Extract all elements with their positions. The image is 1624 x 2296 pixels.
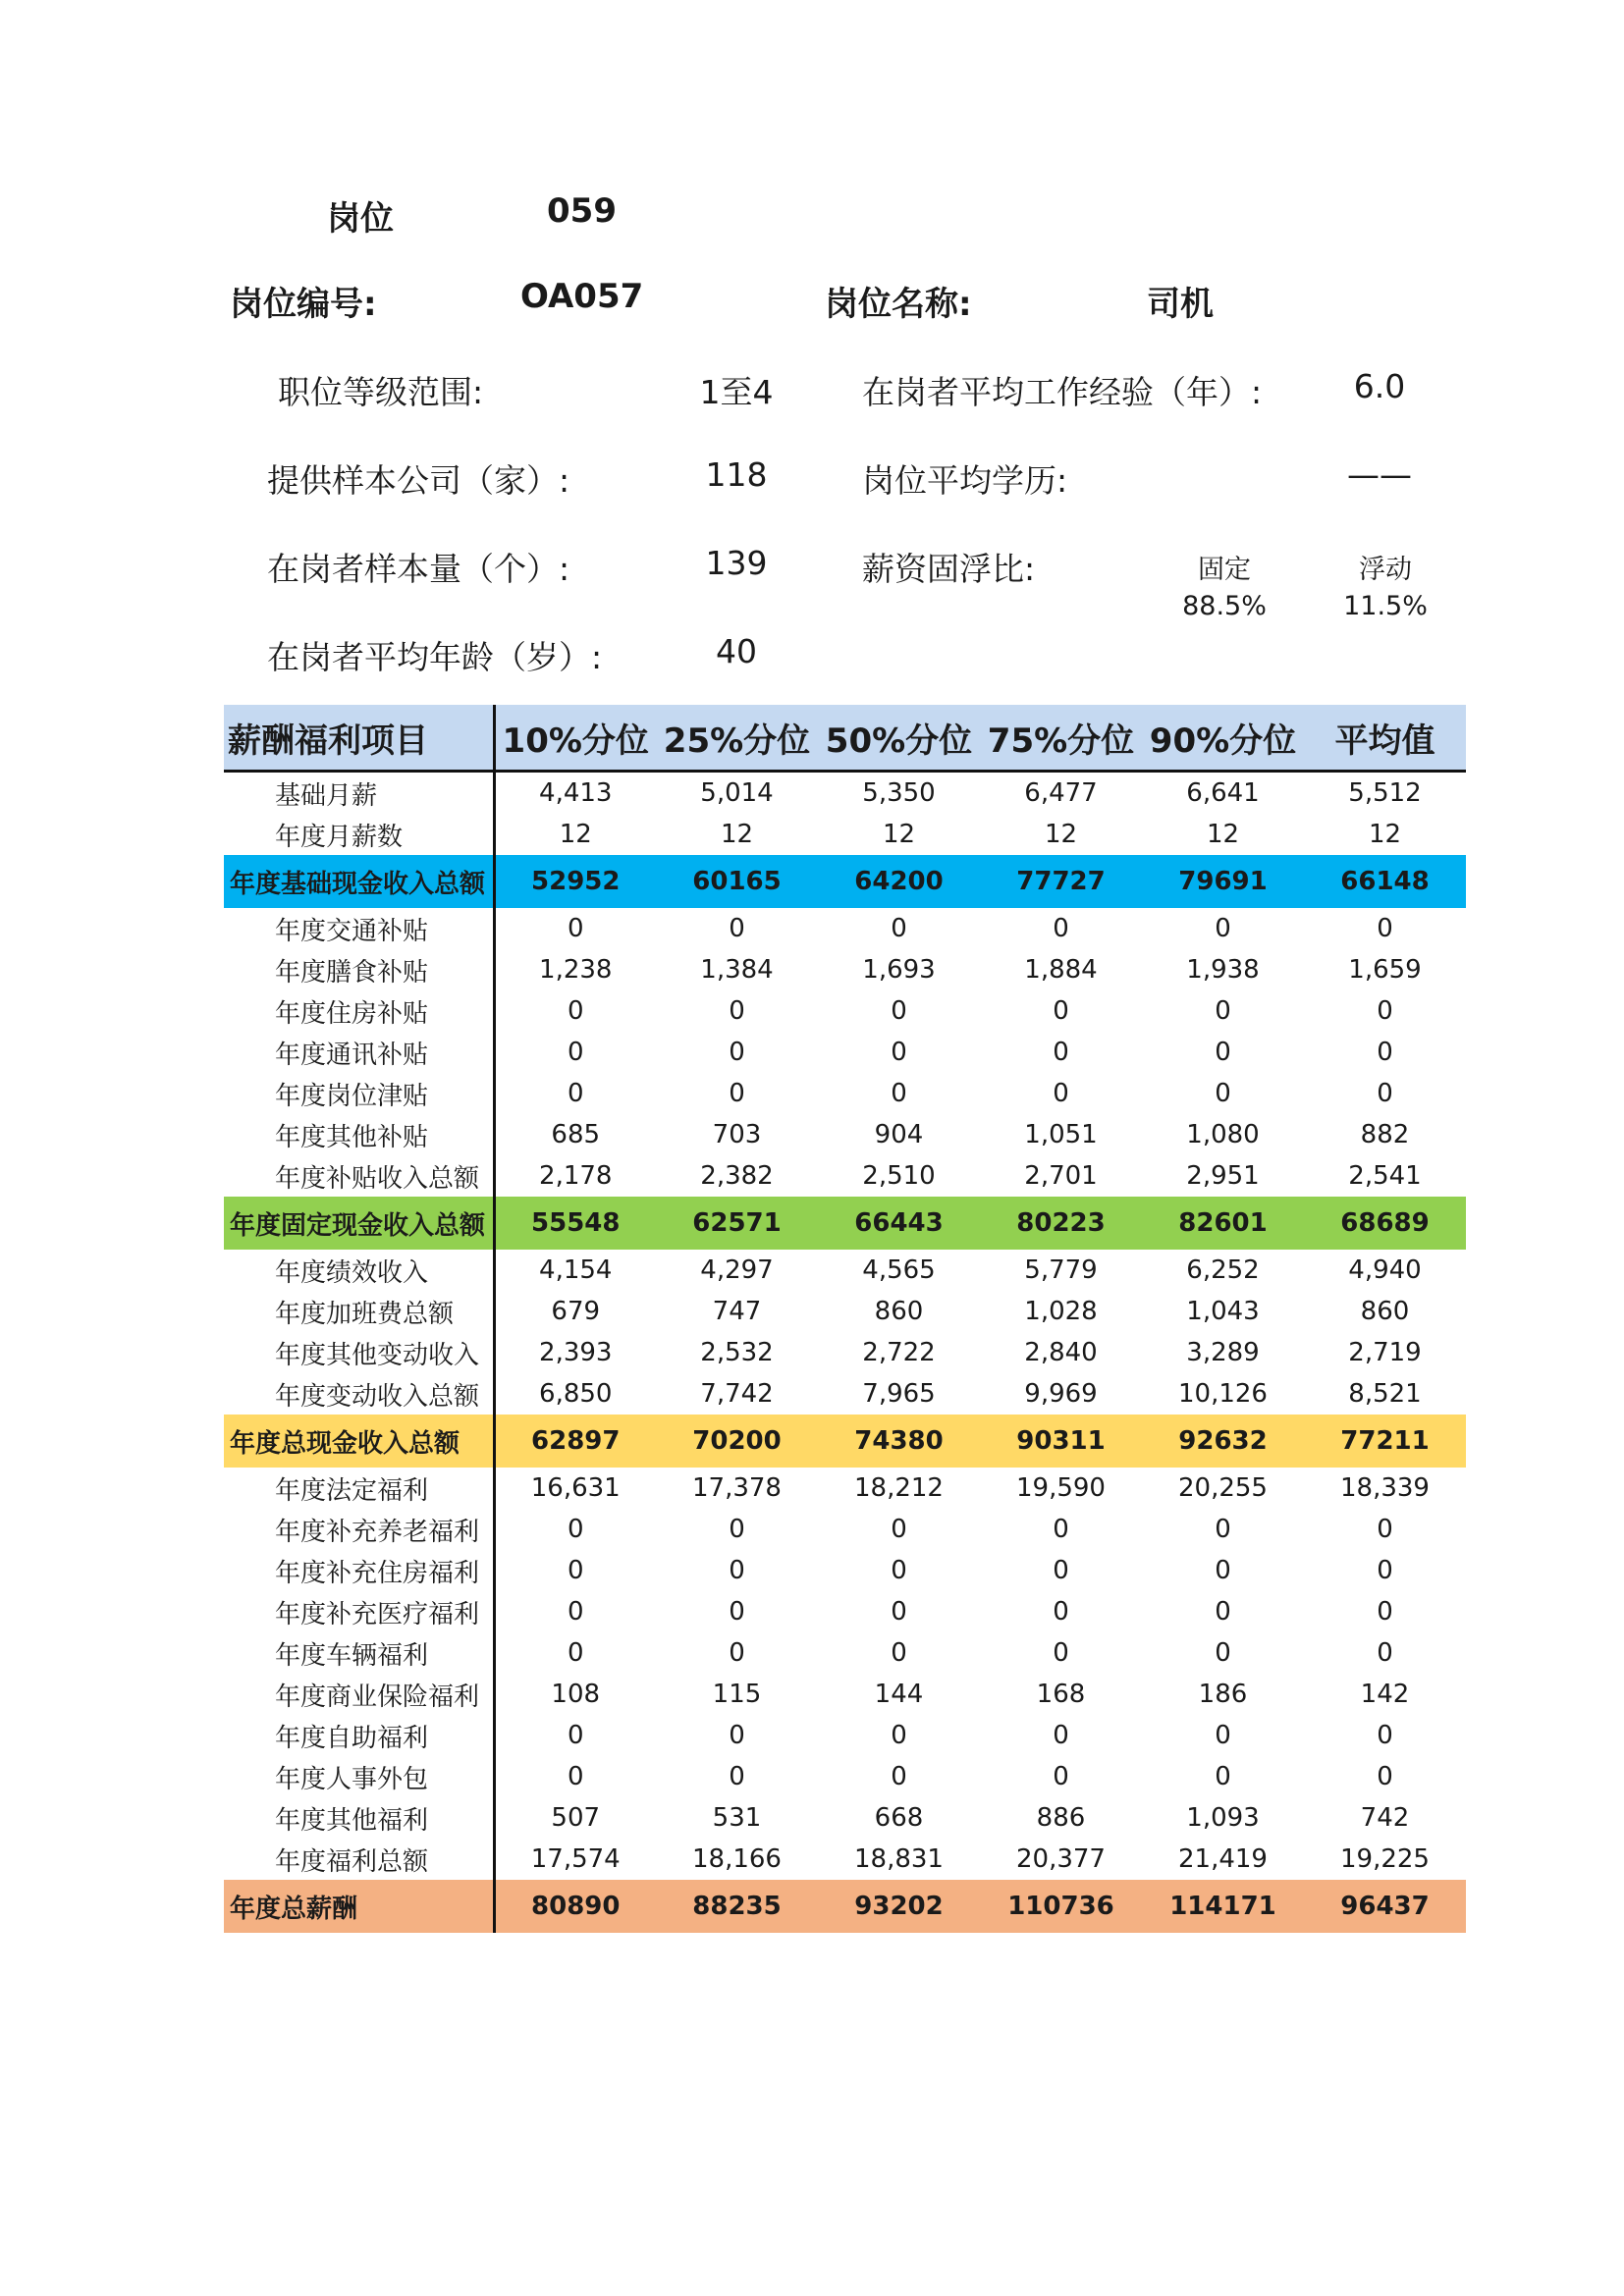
row-label: 年度补贴收入总额 (224, 1155, 494, 1197)
row-value: 18,831 (854, 1844, 944, 1874)
position-code-value: OA057 (520, 277, 644, 316)
row-label: 年度交通补贴 (224, 908, 494, 949)
row-value: 0 (729, 1762, 745, 1791)
education-label: 岗位平均学历: (862, 461, 1068, 500)
table-row (224, 1632, 1466, 1674)
table-row (224, 814, 1466, 855)
row-value: 1,938 (1186, 955, 1260, 985)
row-value: 16,631 (530, 1473, 621, 1503)
row-value: 742 (1360, 1803, 1410, 1833)
row-value: 0 (1215, 1721, 1231, 1750)
table-row (224, 1291, 1466, 1332)
summary-row (224, 855, 1466, 908)
work-experience-value: 6.0 (1353, 367, 1406, 405)
row-value: 0 (1215, 1597, 1231, 1627)
row-value: 2,541 (1348, 1161, 1422, 1191)
row-label: 年度补充养老福利 (224, 1509, 494, 1550)
row-value: 531 (712, 1803, 762, 1833)
table-row (224, 1114, 1466, 1155)
row-value: 1,080 (1186, 1120, 1260, 1149)
pay-ratio-label: 薪资固浮比: (862, 550, 1036, 588)
row-value: 0 (1215, 996, 1231, 1026)
row-value: 2,719 (1348, 1338, 1422, 1367)
row-value: 1,384 (700, 955, 774, 985)
table-row (224, 1591, 1466, 1632)
row-value: 70200 (656, 1415, 818, 1468)
row-value: 2,701 (1024, 1161, 1098, 1191)
sample-size-value: 139 (705, 544, 768, 582)
grade-range-value: 1至4 (699, 373, 774, 411)
summary-row (224, 1197, 1466, 1250)
row-value: 0 (1215, 1038, 1231, 1067)
row-value: 0 (567, 1038, 584, 1067)
row-value: 0 (567, 1638, 584, 1668)
row-value: 7,965 (862, 1379, 936, 1409)
row-value: 0 (729, 1721, 745, 1750)
fixed-pay-label: 固定 (1198, 555, 1251, 585)
row-value: 507 (551, 1803, 601, 1833)
row-value: 0 (891, 1515, 907, 1544)
row-value: 21,419 (1178, 1844, 1268, 1874)
table-header-row (224, 705, 1466, 772)
row-value: 79691 (1142, 855, 1304, 908)
header-p25: 25%分位 (656, 705, 818, 772)
row-value: 1,238 (539, 955, 613, 985)
row-value: 18,339 (1340, 1473, 1430, 1503)
row-value: 0 (891, 1556, 907, 1585)
row-value: 886 (1036, 1803, 1086, 1833)
row-value: 66148 (1304, 855, 1466, 908)
row-label: 年度基础现金收入总额 (224, 855, 494, 908)
row-value: 88235 (656, 1880, 818, 1933)
row-label: 年度总薪酬 (224, 1880, 494, 1933)
row-value: 1,884 (1024, 955, 1098, 985)
position-code-label: 岗位编号: (230, 285, 377, 324)
average-age-value: 40 (716, 632, 757, 670)
row-value: 2,951 (1186, 1161, 1260, 1191)
row-label: 年度膳食补贴 (224, 949, 494, 990)
row-value: 0 (1053, 1038, 1069, 1067)
row-value: 0 (1053, 1515, 1069, 1544)
row-value: 17,378 (692, 1473, 782, 1503)
summary-row (224, 1415, 1466, 1468)
row-value: 2,393 (539, 1338, 613, 1367)
row-value: 108 (551, 1680, 601, 1709)
row-label: 年度其他补贴 (224, 1114, 494, 1155)
row-value: 9,969 (1024, 1379, 1098, 1409)
row-value: 3,289 (1186, 1338, 1260, 1367)
row-value: 0 (1215, 1638, 1231, 1668)
row-value: 1,028 (1024, 1297, 1098, 1326)
row-value: 747 (712, 1297, 762, 1326)
row-value: 6,252 (1186, 1255, 1260, 1285)
row-value: 2,510 (862, 1161, 936, 1191)
row-value: 19,225 (1340, 1844, 1430, 1874)
row-value: 0 (567, 996, 584, 1026)
table-row (224, 1674, 1466, 1715)
row-label: 年度总现金收入总额 (224, 1415, 494, 1468)
row-value: 0 (567, 1762, 584, 1791)
row-value: 80223 (980, 1197, 1142, 1250)
row-value: 0 (729, 996, 745, 1026)
row-value: 6,641 (1186, 778, 1260, 808)
table-row (224, 949, 1466, 990)
row-value: 1,051 (1024, 1120, 1098, 1149)
row-label: 年度商业保险福利 (224, 1674, 494, 1715)
sample-companies-value: 118 (705, 455, 768, 494)
table-row (224, 1155, 1466, 1197)
row-value: 904 (874, 1120, 924, 1149)
row-value: 6,477 (1024, 778, 1098, 808)
header-item: 薪酬福利项目 (224, 705, 494, 772)
row-label: 年度车辆福利 (224, 1632, 494, 1674)
row-label: 年度其他变动收入 (224, 1332, 494, 1373)
row-label: 年度补充医疗福利 (224, 1591, 494, 1632)
row-value: 4,154 (539, 1255, 613, 1285)
fixed-pay-value: 88.5% (1182, 591, 1267, 621)
row-value: 12 (720, 820, 754, 849)
position-name-value: 司机 (1147, 285, 1214, 324)
row-label: 年度其他福利 (224, 1797, 494, 1839)
row-value: 0 (729, 1079, 745, 1108)
row-value: 0 (1377, 1597, 1393, 1627)
row-value: 4,413 (539, 778, 613, 808)
salary-table (224, 705, 1466, 1933)
row-value: 0 (1053, 1079, 1069, 1108)
grade-range-label: 职位等级范围: (278, 373, 484, 411)
row-value: 0 (729, 1515, 745, 1544)
row-value: 0 (1053, 1721, 1069, 1750)
table-row (224, 1468, 1466, 1509)
header-p10: 10%分位 (494, 705, 656, 772)
row-value: 18,212 (854, 1473, 944, 1503)
header-average: 平均值 (1304, 705, 1466, 772)
row-value: 860 (874, 1297, 924, 1326)
row-value: 0 (891, 1079, 907, 1108)
header-p90: 90%分位 (1142, 705, 1304, 772)
row-value: 1,043 (1186, 1297, 1260, 1326)
row-value: 5,512 (1348, 778, 1422, 808)
row-value: 0 (891, 1762, 907, 1791)
row-value: 0 (1215, 1515, 1231, 1544)
table-body (224, 772, 1466, 1934)
row-value: 60165 (656, 855, 818, 908)
row-value: 1,093 (1186, 1803, 1260, 1833)
row-value: 0 (1053, 1597, 1069, 1627)
row-value: 0 (1215, 1556, 1231, 1585)
row-value: 0 (729, 1556, 745, 1585)
row-label: 年度绩效收入 (224, 1250, 494, 1291)
row-value: 20,377 (1016, 1844, 1106, 1874)
row-value: 0 (891, 1638, 907, 1668)
row-value: 882 (1360, 1120, 1410, 1149)
row-value: 2,178 (539, 1161, 613, 1191)
row-label: 年度固定现金收入总额 (224, 1197, 494, 1250)
sample-size-label: 在岗者样本量（个）: (267, 550, 570, 588)
row-value: 0 (567, 1556, 584, 1585)
row-label: 年度自助福利 (224, 1715, 494, 1756)
row-label: 年度通讯补贴 (224, 1032, 494, 1073)
row-value: 96437 (1304, 1880, 1466, 1933)
row-value: 12 (1368, 820, 1402, 849)
sample-companies-label: 提供样本公司（家）: (267, 461, 570, 500)
row-value: 0 (1215, 1079, 1231, 1108)
row-value: 0 (729, 1638, 745, 1668)
row-value: 0 (567, 1721, 584, 1750)
row-value: 12 (882, 820, 916, 849)
average-age-label: 在岗者平均年龄（岁）: (267, 638, 603, 676)
row-value: 0 (729, 1597, 745, 1627)
row-value: 2,840 (1024, 1338, 1098, 1367)
work-experience-label: 在岗者平均工作经验（年）: (862, 373, 1263, 411)
row-value: 77211 (1304, 1415, 1466, 1468)
row-value: 5,779 (1024, 1255, 1098, 1285)
row-value: 2,532 (700, 1338, 774, 1367)
row-value: 0 (1053, 914, 1069, 943)
row-value: 0 (1053, 1638, 1069, 1668)
row-value: 0 (1377, 1038, 1393, 1067)
row-value: 1,659 (1348, 955, 1422, 985)
row-value: 18,166 (692, 1844, 782, 1874)
row-value: 93202 (818, 1880, 980, 1933)
header-p50: 50%分位 (818, 705, 980, 772)
header-p75: 75%分位 (980, 705, 1142, 772)
position-value: 059 (547, 191, 617, 231)
row-label: 年度加班费总额 (224, 1291, 494, 1332)
row-value: 66443 (818, 1197, 980, 1250)
row-value: 0 (891, 1038, 907, 1067)
row-value: 80890 (494, 1880, 656, 1933)
row-value: 1,693 (862, 955, 936, 985)
row-value: 77727 (980, 855, 1142, 908)
row-value: 186 (1198, 1680, 1248, 1709)
row-value: 0 (567, 1597, 584, 1627)
row-value: 144 (874, 1680, 924, 1709)
row-value: 668 (874, 1803, 924, 1833)
row-value: 62897 (494, 1415, 656, 1468)
row-value: 703 (712, 1120, 762, 1149)
row-value: 0 (1377, 1762, 1393, 1791)
row-value: 6,850 (539, 1379, 613, 1409)
table-row (224, 1073, 1466, 1114)
table-row (224, 1839, 1466, 1880)
row-value: 2,722 (862, 1338, 936, 1367)
row-value: 0 (567, 1079, 584, 1108)
position-label: 岗位 (327, 199, 394, 239)
table-row (224, 1032, 1466, 1073)
row-value: 68689 (1304, 1197, 1466, 1250)
table-row (224, 1797, 1466, 1839)
summary-row (224, 1880, 1466, 1933)
row-value: 0 (1377, 1515, 1393, 1544)
row-value: 0 (891, 914, 907, 943)
row-value: 52952 (494, 855, 656, 908)
row-value: 4,565 (862, 1255, 936, 1285)
row-value: 0 (1377, 1556, 1393, 1585)
table-row (224, 1332, 1466, 1373)
row-value: 7,742 (700, 1379, 774, 1409)
row-value: 168 (1036, 1680, 1086, 1709)
row-value: 0 (1377, 1721, 1393, 1750)
row-value: 0 (891, 996, 907, 1026)
row-value: 0 (1215, 1762, 1231, 1791)
table-row (224, 1550, 1466, 1591)
row-value: 110736 (980, 1880, 1142, 1933)
row-value: 82601 (1142, 1197, 1304, 1250)
table-row (224, 1373, 1466, 1415)
row-value: 0 (1053, 1556, 1069, 1585)
float-pay-label: 浮动 (1359, 555, 1412, 585)
row-value: 0 (1377, 1638, 1393, 1668)
table-row (224, 1250, 1466, 1291)
row-value: 0 (1377, 996, 1393, 1026)
row-value: 19,590 (1016, 1473, 1106, 1503)
row-label: 年度岗位津贴 (224, 1073, 494, 1114)
row-value: 90311 (980, 1415, 1142, 1468)
education-value: —— (1347, 455, 1412, 494)
row-value: 4,297 (700, 1255, 774, 1285)
row-value: 685 (551, 1120, 601, 1149)
row-value: 0 (729, 1038, 745, 1067)
table-row (224, 990, 1466, 1032)
row-label: 年度福利总额 (224, 1839, 494, 1880)
row-value: 0 (891, 1597, 907, 1627)
row-label: 年度月薪数 (224, 814, 494, 855)
row-value: 0 (567, 914, 584, 943)
row-value: 0 (891, 1721, 907, 1750)
row-value: 0 (729, 914, 745, 943)
table-row (224, 1509, 1466, 1550)
float-pay-value: 11.5% (1343, 591, 1428, 621)
row-value: 114171 (1142, 1880, 1304, 1933)
row-value: 679 (551, 1297, 601, 1326)
row-value: 2,382 (700, 1161, 774, 1191)
row-value: 12 (559, 820, 592, 849)
row-label: 年度变动收入总额 (224, 1373, 494, 1415)
row-label: 年度补充住房福利 (224, 1550, 494, 1591)
row-label: 年度人事外包 (224, 1756, 494, 1797)
row-value: 0 (1215, 914, 1231, 943)
row-label: 年度住房补贴 (224, 990, 494, 1032)
row-value: 10,126 (1178, 1379, 1268, 1409)
row-value: 0 (1053, 1762, 1069, 1791)
row-label: 基础月薪 (224, 772, 494, 815)
row-value: 0 (1377, 1079, 1393, 1108)
row-value: 92632 (1142, 1415, 1304, 1468)
row-value: 17,574 (530, 1844, 621, 1874)
row-value: 4,940 (1348, 1255, 1422, 1285)
row-value: 8,521 (1348, 1379, 1422, 1409)
row-value: 115 (712, 1680, 762, 1709)
row-value: 5,350 (862, 778, 936, 808)
table-row (224, 908, 1466, 949)
table-row (224, 1715, 1466, 1756)
position-name-label: 岗位名称: (825, 285, 972, 324)
row-value: 74380 (818, 1415, 980, 1468)
table-row (224, 772, 1466, 815)
row-value: 0 (1377, 914, 1393, 943)
row-value: 64200 (818, 855, 980, 908)
row-value: 12 (1206, 820, 1240, 849)
row-value: 5,014 (700, 778, 774, 808)
row-value: 0 (1053, 996, 1069, 1026)
row-value: 142 (1360, 1680, 1410, 1709)
row-value: 12 (1044, 820, 1078, 849)
row-value: 0 (567, 1515, 584, 1544)
table-row (224, 1756, 1466, 1797)
row-value: 860 (1360, 1297, 1410, 1326)
row-value: 62571 (656, 1197, 818, 1250)
row-value: 55548 (494, 1197, 656, 1250)
row-value: 20,255 (1178, 1473, 1268, 1503)
row-label: 年度法定福利 (224, 1468, 494, 1509)
